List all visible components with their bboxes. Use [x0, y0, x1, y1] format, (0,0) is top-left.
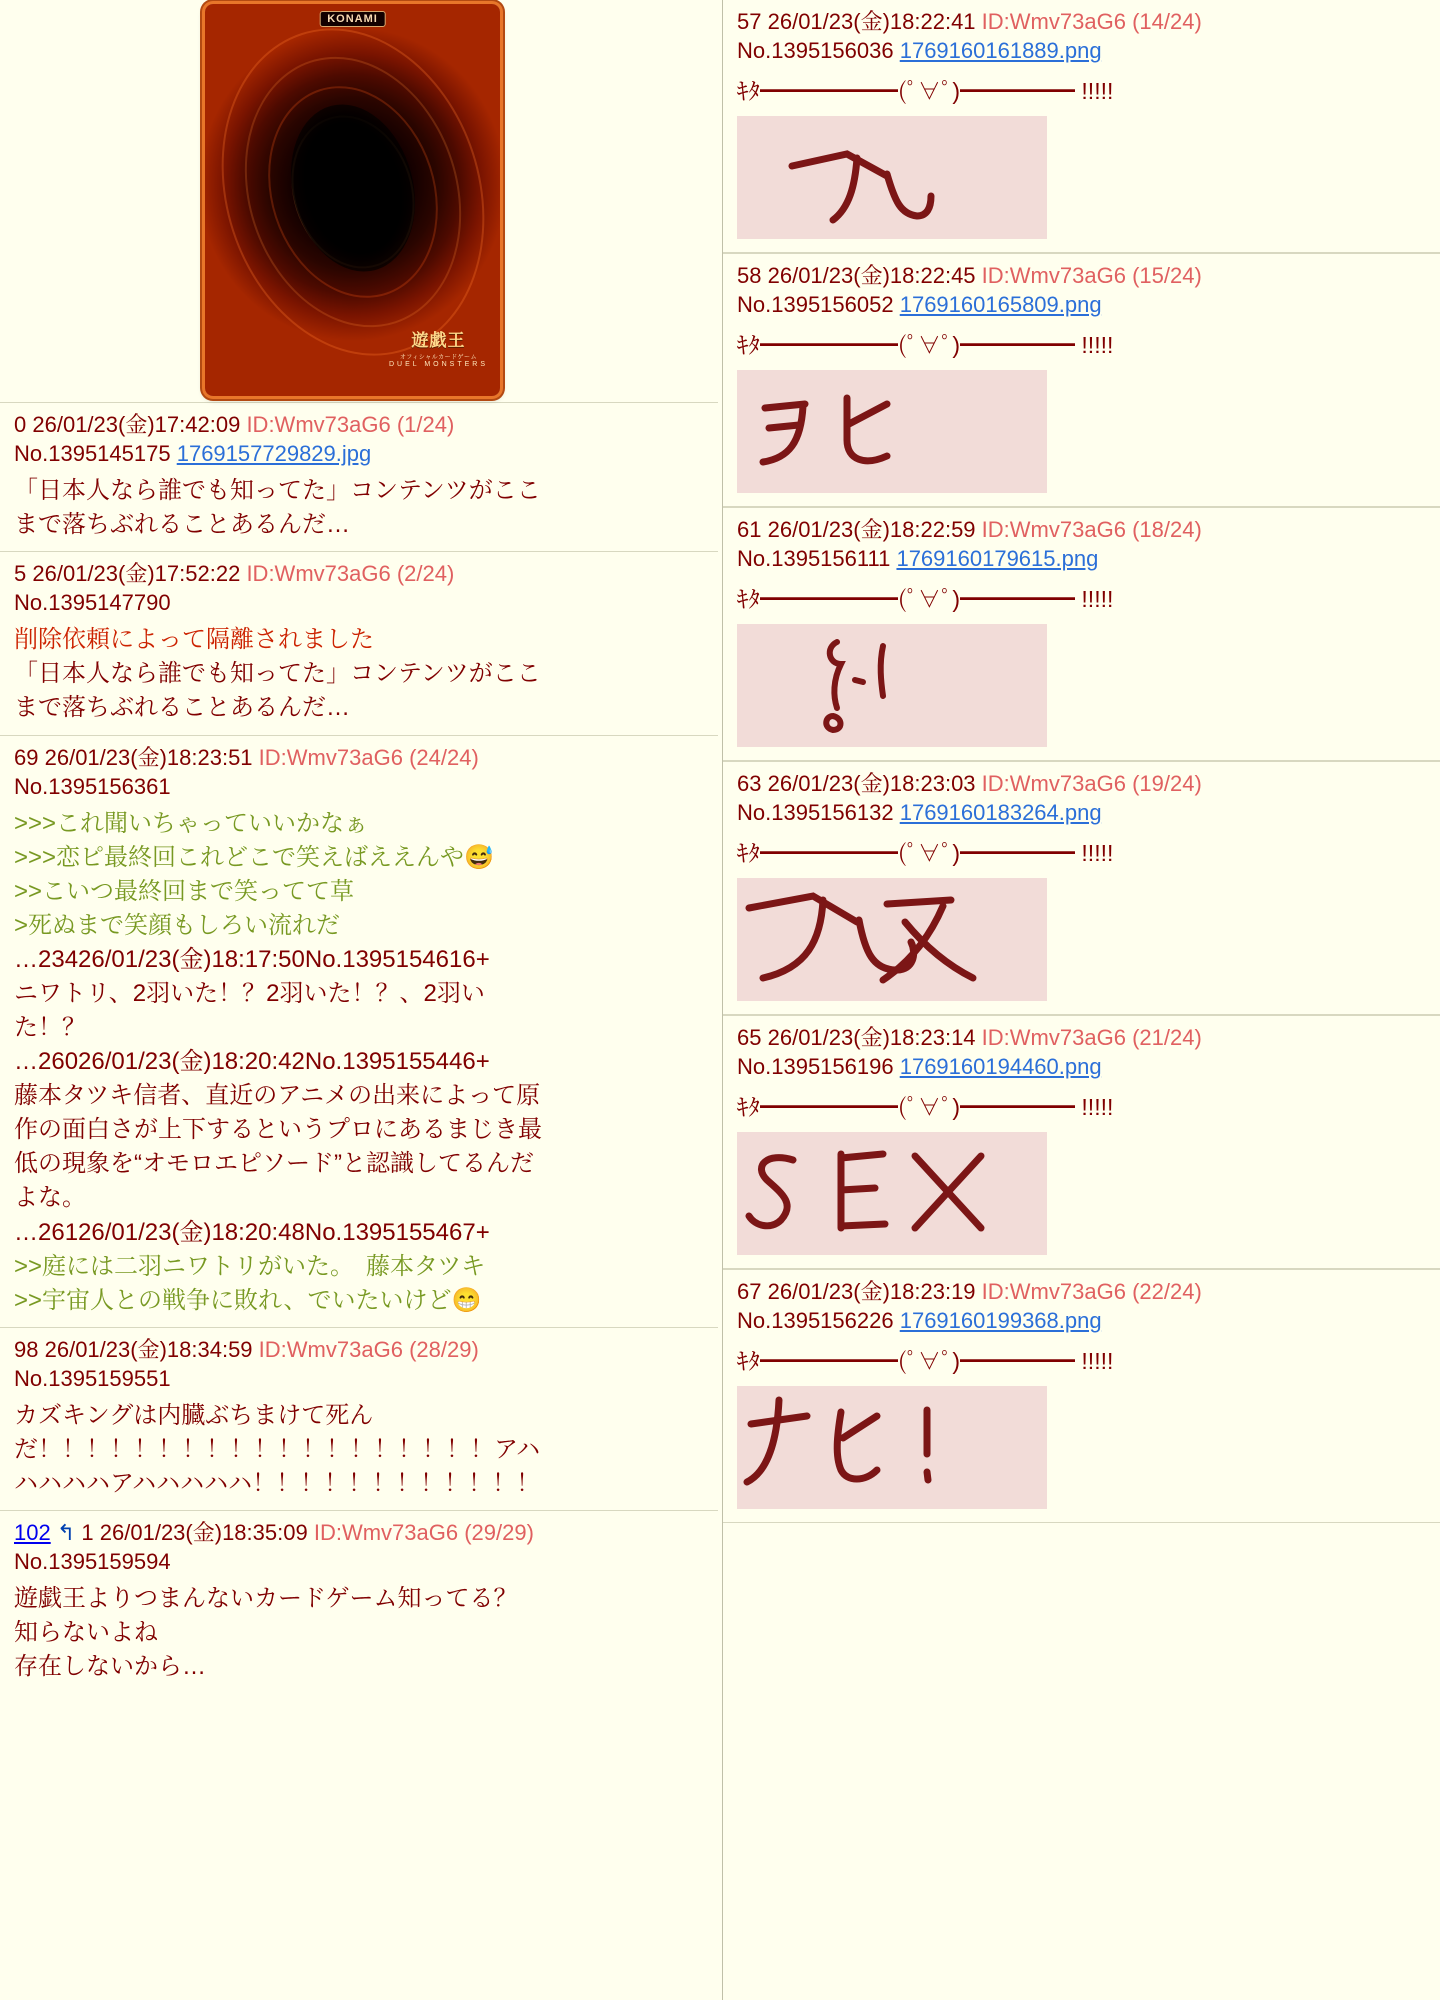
post-line: だ！！！！！！！！！！！！！！！！！！！アハ	[14, 1435, 541, 1463]
kita-ascii-art: ｷﾀ━━━━━━(ﾟ∀ﾟ)━━━━━ !!!!!	[737, 586, 1114, 613]
post-uid: ID:Wmv73aG6	[246, 561, 391, 587]
post-header	[737, 261, 1430, 319]
post-date: 26/01/23(金)17:42:09	[32, 412, 241, 437]
post-no: No.1395156361	[14, 773, 171, 799]
post	[0, 551, 718, 734]
post-count: (28/29)	[409, 1336, 479, 1362]
post-line: 知らないよね	[14, 1619, 158, 1647]
post-count: (18/24)	[1132, 517, 1202, 543]
quote-line: >>>恋ピ最終回これどこで笑えばええんや😅	[14, 843, 494, 871]
post-count: (19/24)	[1132, 771, 1202, 797]
post-uid: ID:Wmv73aG6	[981, 517, 1126, 543]
post-header	[14, 1518, 708, 1576]
doodle-image[interactable]	[737, 878, 1047, 1001]
post-line: まで落ちぶれることあるんだ…	[14, 511, 350, 539]
doodle-image[interactable]	[737, 1132, 1047, 1255]
post-number: 63	[737, 771, 762, 797]
post-count: (14/24)	[1132, 9, 1202, 34]
post-uid: ID:Wmv73aG6	[981, 1279, 1126, 1305]
post-body	[14, 1399, 708, 1501]
post-line: …26026/01/23(金)18:20:42No.1395155446+	[14, 1048, 490, 1076]
post-header	[14, 410, 708, 468]
post-filename[interactable]: 1769160161889.png	[899, 38, 1102, 64]
post-count: (1/24)	[396, 412, 455, 437]
doodle-image[interactable]	[737, 1386, 1047, 1509]
post	[0, 402, 718, 551]
post-no: No.1395159551	[14, 1365, 171, 1391]
post	[723, 1269, 1440, 1523]
post-no: No.1395156132	[737, 800, 894, 826]
post-date: 26/01/23(金)18:23:19	[767, 1279, 976, 1305]
post-line: 存在しないから…	[14, 1653, 206, 1681]
post-body	[14, 807, 708, 1318]
post-line: 「日本人なら誰でも知ってた」コンテンツがここ	[14, 660, 541, 688]
reply-count: 1	[81, 1520, 94, 1546]
reply-arrow-icon[interactable]: ↰	[56, 1520, 76, 1546]
yugioh-card-image[interactable]	[205, 4, 500, 396]
post-header	[737, 515, 1430, 573]
post-line: 作の面白さが上下するというプロにあるまじき最	[14, 1116, 542, 1144]
post-line: 低の現象を“オモロエピソード”と認識してるんだ	[14, 1150, 534, 1178]
post-filename[interactable]: 1769157729829.jpg	[176, 441, 372, 467]
post-header	[737, 1023, 1430, 1081]
deletion-notice: 削除依頼によって隔離されました	[14, 626, 374, 654]
post-count: (2/24)	[396, 561, 455, 587]
post-no: No.1395159594	[14, 1549, 171, 1575]
post-uid: ID:Wmv73aG6	[258, 744, 403, 770]
post-body	[14, 623, 708, 725]
post-uid: ID:Wmv73aG6	[981, 263, 1126, 289]
post-line: ハハハハアハハハハハ！！！！！！！！！！！！	[14, 1469, 541, 1497]
post-header	[737, 1277, 1430, 1335]
card-logo-jp: 遊戯王	[411, 331, 466, 350]
quote-line: >>>これ聞いちゃっていいかなぁ	[14, 809, 369, 837]
post-date: 26/01/23(金)18:35:09	[99, 1520, 308, 1546]
right-column	[722, 0, 1440, 2000]
post-line: ニワトリ、2羽いた！？2羽いた！？、2羽い	[14, 979, 485, 1007]
post-number: 0	[14, 412, 27, 437]
kita-ascii-art: ｷﾀ━━━━━━(ﾟ∀ﾟ)━━━━━ !!!!!	[737, 1348, 1114, 1375]
post-count: (22/24)	[1132, 1279, 1202, 1305]
post-number: 58	[737, 263, 762, 289]
post-date: 26/01/23(金)18:23:51	[44, 744, 253, 770]
post-line: …23426/01/23(金)18:17:50No.1395154616+	[14, 945, 490, 973]
post-count: (15/24)	[1132, 263, 1202, 289]
doodle-image[interactable]	[737, 370, 1047, 493]
post-number: 67	[737, 1279, 762, 1305]
post-no: No.1395156052	[737, 292, 894, 318]
kita-ascii-art: ｷﾀ━━━━━━(ﾟ∀ﾟ)━━━━━ !!!!!	[737, 78, 1114, 105]
post-filename[interactable]: 1769160183264.png	[899, 800, 1102, 826]
post	[723, 1015, 1440, 1269]
quote-line: >>こいつ最終回まで笑ってて草	[14, 877, 355, 905]
kita-ascii-art: ｷﾀ━━━━━━(ﾟ∀ﾟ)━━━━━ !!!!!	[737, 1094, 1114, 1121]
doodle-image[interactable]	[737, 624, 1047, 747]
post-uid: ID:Wmv73aG6	[981, 9, 1126, 34]
post-uid: ID:Wmv73aG6	[981, 771, 1126, 797]
konami-logo: KONAMI	[319, 11, 386, 27]
post-line: 「日本人なら誰でも知ってた」コンテンツがここ	[14, 477, 541, 505]
post	[723, 507, 1440, 761]
doodle-image[interactable]	[737, 116, 1047, 239]
post-no: No.1395156196	[737, 1054, 894, 1080]
post-header	[737, 7, 1430, 65]
post-number: 98	[14, 1336, 39, 1362]
post-filename[interactable]: 1769160165809.png	[899, 292, 1102, 318]
post-date: 26/01/23(金)18:22:41	[767, 9, 976, 34]
post-date: 26/01/23(金)18:34:59	[44, 1336, 253, 1362]
post-number: 61	[737, 517, 762, 543]
post-uid: ID:Wmv73aG6	[258, 1336, 403, 1362]
post-header	[14, 559, 708, 617]
post-count: (21/24)	[1132, 1025, 1202, 1051]
post-date: 26/01/23(金)18:22:59	[767, 517, 976, 543]
post	[723, 0, 1440, 253]
post-date: 26/01/23(金)18:23:14	[767, 1025, 976, 1051]
post	[0, 735, 718, 1327]
post-uid: ID:Wmv73aG6	[313, 1520, 459, 1546]
post-body	[14, 1582, 708, 1684]
post-filename[interactable]: 1769160179615.png	[896, 546, 1099, 572]
quote-line: >>宇宙人との戦争に敗れ、でいたいけど😁	[14, 1286, 482, 1314]
post-filename[interactable]: 1769160199368.png	[899, 1308, 1102, 1334]
empty-space	[723, 1523, 1440, 1643]
post-line: よな。	[14, 1184, 86, 1212]
post-line: まで落ちぶれることあるんだ…	[14, 694, 350, 722]
post-line: た！？	[14, 1014, 86, 1042]
post	[0, 1327, 718, 1510]
kita-ascii-art: ｷﾀ━━━━━━(ﾟ∀ﾟ)━━━━━ !!!!!	[737, 840, 1114, 867]
post-number: 69	[14, 744, 39, 770]
post-no: No.1395156111	[737, 546, 891, 572]
post-header	[14, 743, 708, 801]
post-uid: ID:Wmv73aG6	[246, 412, 391, 437]
post-count: (24/24)	[409, 744, 479, 770]
post-number: 57	[737, 9, 762, 34]
post-header	[737, 769, 1430, 827]
card-logo-en: オフィシャルカードゲーム	[399, 355, 478, 361]
post-date: 26/01/23(金)17:52:22	[32, 561, 241, 587]
post	[723, 761, 1440, 1015]
card-logo	[389, 326, 488, 368]
quote-line: >死ぬまで笑顔もしろい流れだ	[14, 911, 341, 939]
thread-image-card[interactable]	[0, 0, 718, 402]
left-column	[0, 0, 718, 2000]
post-body	[14, 474, 708, 542]
post-line: 藤本タツキ信者、直近のアニメの出来によって原	[14, 1082, 541, 1110]
quote-line: >>庭には二羽ニワトリがいた。 藤本タツキ	[14, 1252, 486, 1280]
post-number: 65	[737, 1025, 762, 1051]
post	[0, 1510, 718, 1693]
kita-ascii-art: ｷﾀ━━━━━━(ﾟ∀ﾟ)━━━━━ !!!!!	[737, 332, 1114, 359]
post-number-link[interactable]: 102	[14, 1520, 51, 1546]
post-date: 26/01/23(金)18:22:45	[767, 263, 976, 289]
post-no: No.1395156226	[737, 1308, 894, 1334]
post-line: …26126/01/23(金)18:20:48No.1395155467+	[14, 1218, 490, 1246]
post-line: カズキングは内臓ぶちまけて死ん	[14, 1401, 374, 1429]
card-logo-en2: DUEL MONSTERS	[388, 361, 488, 368]
post-no: No.1395147790	[14, 590, 171, 616]
post-uid: ID:Wmv73aG6	[981, 1025, 1126, 1051]
post-line: 遊戯王よりつまんないカードゲーム知ってる？	[14, 1585, 518, 1613]
post-no: No.1395145175	[14, 441, 171, 467]
post	[723, 253, 1440, 507]
post-date: 26/01/23(金)18:23:03	[767, 771, 976, 797]
post-count: (29/29)	[464, 1520, 534, 1546]
post-number: 5	[14, 561, 27, 587]
post-no: No.1395156036	[737, 38, 894, 64]
post-filename[interactable]: 1769160194460.png	[899, 1054, 1102, 1080]
post-header	[14, 1335, 708, 1393]
